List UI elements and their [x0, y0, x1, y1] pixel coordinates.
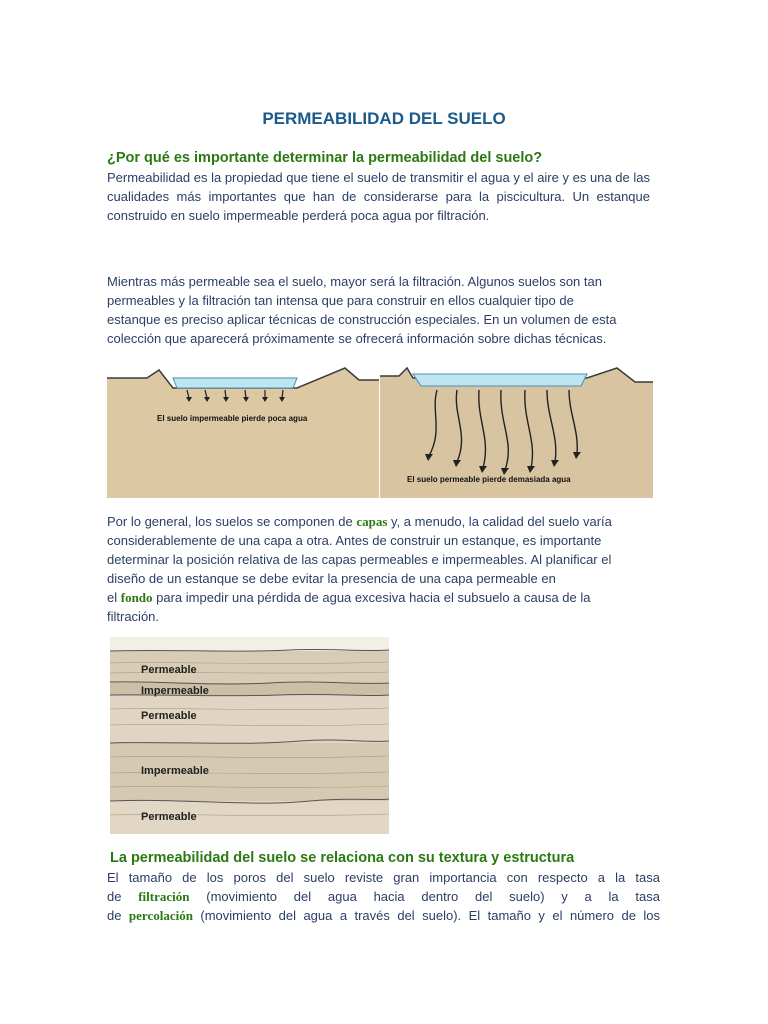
paragraph-soil-layers — [107, 512, 650, 626]
layer-label: Impermeable — [141, 765, 209, 777]
paragraph-permeability-definition: Permeabilidad es la propiedad que tiene el suelo de transmitir el agua y el aire y es una de las cualidades más importantes que han de considerarse para la piscicultura. Un estanque construido en suelo impermeable perderá poca agua por filtración. — [107, 170, 650, 223]
text-segment: (movimiento del agua hacia dentro del suelo) y a la tasa — [189, 889, 660, 904]
text-line — [107, 887, 660, 906]
figure-label-impermeable: El suelo impermeable pierde poca agua — [157, 414, 308, 423]
figure-label-permeable: El suelo permeable pierde demasiada agua — [407, 475, 571, 484]
text-line: diseño de un estanque se debe evitar la presencia de una capa permeable en — [107, 571, 556, 586]
text-line: determinar la posición relativa de las capas permeables e impermeables. Al planificar el — [107, 552, 612, 567]
layer-label: Permeable — [141, 664, 197, 676]
paragraph-filtration — [107, 272, 650, 348]
paragraph-pore-size — [107, 868, 660, 925]
text-line: Mientras más permeable sea el suelo, mayor será la filtración. Algunos suelos son tan — [107, 274, 602, 289]
text-segment: y, a menudo, la calidad del suelo varía — [387, 514, 612, 529]
text-line — [107, 588, 650, 607]
text-line: estanque es preciso aplicar técnicas de construcción especiales. En un volumen de esta — [107, 312, 617, 327]
text-line: El tamaño de los poros del suelo reviste gran importancia con respecto a la tasa — [107, 870, 660, 885]
layer-label: Impermeable — [141, 685, 209, 697]
text-line: permeables y la filtración tan intensa que para construir en ellos cualquier tipo de — [107, 293, 574, 308]
text-line — [107, 906, 660, 925]
figure-soil-layers — [110, 637, 389, 834]
page-title: PERMEABILIDAD DEL SUELO — [262, 109, 506, 128]
text-segment: de — [107, 908, 129, 923]
keyword-capas: capas — [356, 514, 388, 529]
keyword-filtracion: filtración — [138, 889, 190, 904]
text-segment: (movimiento del agua a través del suelo). El tamaño y el número de los — [192, 908, 660, 923]
layer-label: Permeable — [141, 710, 197, 722]
text-segment: de — [107, 889, 139, 904]
pond-seepage-illustration — [107, 364, 653, 498]
keyword-fondo: fondo — [120, 590, 153, 605]
keyword-percolacion: percolación — [128, 908, 193, 923]
section-heading-texture: La permeabilidad del suelo se relaciona con su textura y estructura — [110, 850, 575, 866]
text-line — [107, 512, 650, 531]
soil-layers-illustration — [110, 637, 389, 834]
text-segment: para impedir una pérdida de agua excesiva hacia el subsuelo a causa de la — [152, 590, 591, 605]
figure-pond-seepage — [107, 364, 653, 498]
section-heading-importance: ¿Por qué es importante determinar la permeabilidad del suelo? — [107, 150, 543, 166]
text-line: considerablemente de una capa a otra. Antes de construir un estanque, es importante — [107, 533, 602, 548]
text-segment: Por lo general, los suelos se componen de — [107, 514, 357, 529]
text-line: filtración. — [107, 609, 160, 624]
text-segment: el — [107, 590, 121, 605]
layer-label: Permeable — [141, 811, 197, 823]
text-line: colección que aparecerá próximamente se ofrecerá información sobre dichas técnicas. — [107, 331, 607, 346]
